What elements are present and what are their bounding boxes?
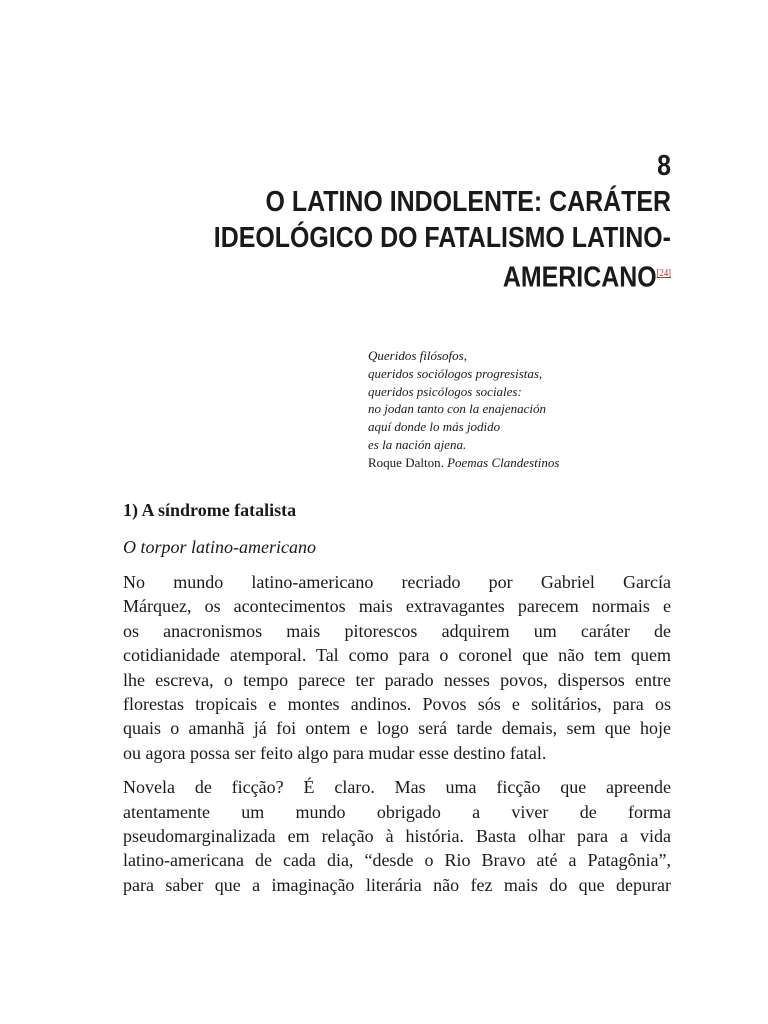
text-line: ou agora possa ser feito algo para mudar esse destino fatal.	[123, 742, 547, 763]
text-line: No mundo latino-americano recriado por Gabriel García	[123, 572, 671, 592]
epigraph-line: queridos psicólogos sociales:	[368, 383, 522, 399]
text-line: para saber que a imaginação literária não fez mais do que depurar	[123, 874, 671, 895]
subsection-heading: O torpor latino-americano	[123, 537, 316, 557]
text-line: os anacronismos mais pitorescos adquirem um caráter de	[123, 620, 671, 641]
footnote-reference-link[interactable]: [24]	[656, 268, 671, 279]
section-heading: 1) A síndrome fatalista	[123, 500, 297, 520]
chapter-number: 8	[657, 150, 671, 182]
epigraph-work: Poemas Clandestinos	[447, 454, 560, 470]
text-line: lhe escreva, o tempo parece ter parado nesses povos, dispersos entre	[123, 669, 671, 690]
epigraph-line: no jodan tanto con la enajenación	[368, 401, 547, 417]
text-line: florestas tropicais e montes andinos. Povos sós e solitários, para os	[123, 694, 671, 715]
epigraph-attribution	[368, 454, 688, 472]
epigraph-line: es la nación ajena.	[368, 436, 467, 452]
text-line: atentamente um mundo obrigado a viver de forma	[123, 801, 671, 822]
text-line: quais o amanhã já foi ontem e logo será tarde demais, sem que hoje	[123, 718, 671, 739]
text-line: Márquez, os acontecimentos mais extravagantes parecem normais e	[123, 596, 671, 617]
chapter-title-line-last	[189, 256, 671, 296]
text-line: pseudomarginalizada em relação à história. Basta olhar para a vida	[123, 826, 671, 847]
text-line: latino-americana de cada dia, “desde o Rio Bravo até a Patagônia”,	[123, 850, 671, 871]
paragraph	[97, 570, 671, 765]
epigraph	[368, 347, 688, 472]
text-line: cotidianidade atemporal. Tal como para o coronel que não tem quem	[123, 645, 671, 666]
epigraph-line: aquí donde lo más jodido	[368, 419, 501, 435]
chapter-heading	[189, 148, 671, 296]
epigraph-line: Queridos filósofos,	[368, 348, 467, 363]
epigraph-line: queridos sociólogos progresistas,	[368, 365, 543, 381]
chapter-title-text: AMERICANO	[502, 261, 657, 294]
paragraph	[97, 775, 671, 897]
chapter-title-line: IDEOLÓGICO DO FATALISMO LATINO-	[213, 222, 671, 254]
chapter-title-line: O LATINO INDOLENTE: CARÁTER	[265, 186, 671, 218]
text-line: Novela de ficção? É claro. Mas uma ficção que apreende	[123, 777, 671, 798]
body-text	[97, 570, 671, 907]
epigraph-author: Roque Dalton.	[368, 454, 444, 470]
